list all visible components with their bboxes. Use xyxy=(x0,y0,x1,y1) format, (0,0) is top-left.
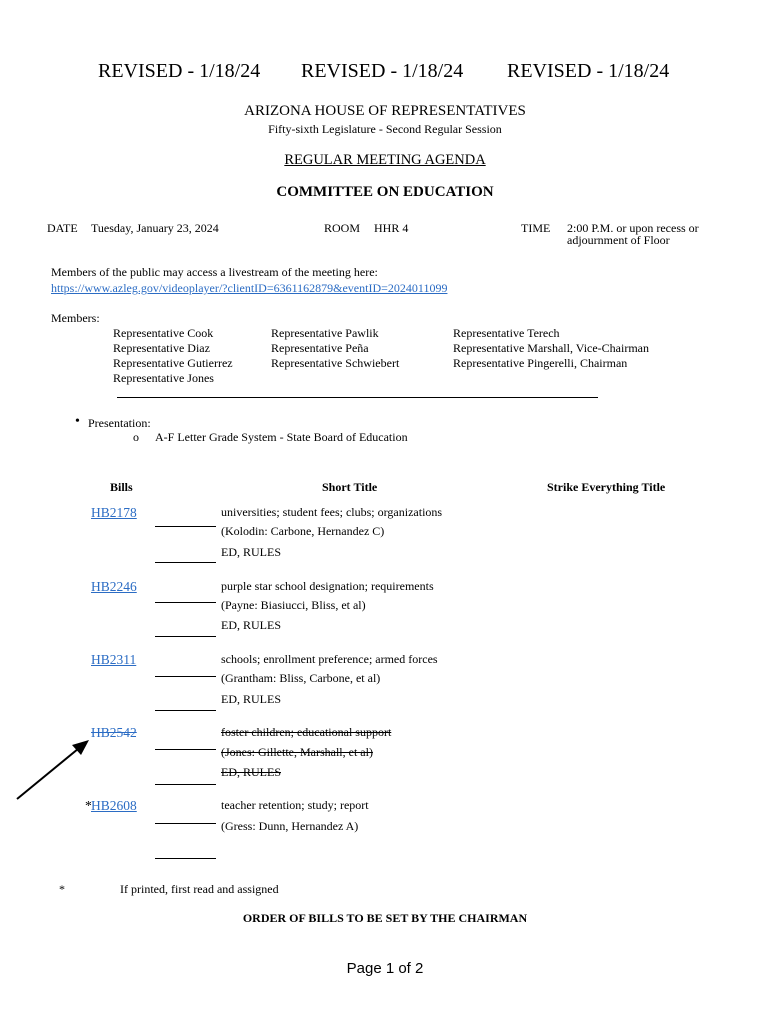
member: Representative Diaz xyxy=(113,341,210,355)
short-title-header: Short Title xyxy=(322,480,378,494)
bill-link-hb2311[interactable]: HB2311 xyxy=(91,652,137,667)
bill-link-hb2542[interactable]: HB2542 xyxy=(91,725,137,740)
revised-stamp-1: REVISED - 1/18/24 xyxy=(98,60,261,82)
bullet-icon: • xyxy=(75,414,80,429)
revised-stamp-3: REVISED - 1/18/24 xyxy=(507,60,670,82)
signature-line xyxy=(155,676,216,677)
bill-link-hb2608[interactable]: HB2608 xyxy=(91,798,137,813)
member: Representative Jones xyxy=(113,371,214,385)
time-value-line1: 2:00 P.M. or upon recess or xyxy=(567,221,699,235)
signature-line xyxy=(155,858,216,859)
signature-line xyxy=(155,710,216,711)
member: Representative Marshall, Vice-Chairman xyxy=(453,341,649,355)
revised-stamp-2: REVISED - 1/18/24 xyxy=(301,60,464,82)
livestream-link[interactable]: https://www.azleg.gov/videoplayer/?clientID=6361162879&eventID=2024011099 xyxy=(51,281,448,295)
footnote-symbol: * xyxy=(59,882,65,896)
bill-title: schools; enrollment preference; armed forces xyxy=(221,652,438,666)
bill-title: foster children; educational support xyxy=(221,725,392,739)
date-value: Tuesday, January 23, 2024 xyxy=(91,221,219,235)
bill-title: teacher retention; study; report xyxy=(221,798,369,812)
bill-committees: ED, RULES xyxy=(221,765,281,779)
member: Representative Cook xyxy=(113,326,214,340)
asterisk-marker: * xyxy=(85,798,92,813)
livestream-text: Members of the public may access a livestream of the meeting here: xyxy=(51,265,378,279)
signature-line xyxy=(155,636,216,637)
house-title: ARIZONA HOUSE OF REPRESENTATIVES xyxy=(244,103,526,119)
presentation-item: A-F Letter Grade System - State Board of Education xyxy=(155,430,408,444)
order-note: ORDER OF BILLS TO BE SET BY THE CHAIRMAN xyxy=(242,911,528,925)
signature-line xyxy=(155,823,216,824)
bill-sponsors: (Gress: Dunn, Hernandez A) xyxy=(221,819,359,833)
bill-sponsors: (Grantham: Bliss, Carbone, et al) xyxy=(221,671,381,685)
bills-header: Bills xyxy=(110,480,133,494)
date-label: DATE xyxy=(47,221,78,235)
signature-line xyxy=(155,526,216,527)
time-label: TIME xyxy=(521,221,551,235)
committee-title: COMMITTEE ON EDUCATION xyxy=(276,184,494,200)
members-label: Members: xyxy=(51,311,100,325)
member: Representative Pawlik xyxy=(271,326,379,340)
bill-committees: ED, RULES xyxy=(221,692,281,706)
member: Representative Gutierrez xyxy=(113,356,233,370)
signature-line xyxy=(155,784,216,785)
arrow-annotation-icon xyxy=(0,730,100,810)
agenda-title: REGULAR MEETING AGENDA xyxy=(284,152,486,168)
bill-title: purple star school designation; requirements xyxy=(221,579,434,593)
footnote-text: If printed, first read and assigned xyxy=(120,882,279,896)
presentation-label: Presentation: xyxy=(88,416,151,430)
bill-sponsors: (Jones: Gillette, Marshall, et al) xyxy=(221,745,373,759)
bill-sponsors: (Payne: Biasiucci, Bliss, et al) xyxy=(221,598,366,612)
page-number: Page 1 of 2 xyxy=(346,960,424,977)
session-title: Fifty-sixth Legislature - Second Regular Session xyxy=(268,122,502,136)
bill-sponsors: (Kolodin: Carbone, Hernandez C) xyxy=(221,524,385,538)
member: Representative Pingerelli, Chairman xyxy=(453,356,628,370)
sub-bullet-icon: o xyxy=(133,430,139,444)
bill-title: universities; student fees; clubs; organizations xyxy=(221,505,443,519)
room-value: HHR 4 xyxy=(374,221,409,235)
bill-committees: ED, RULES xyxy=(221,618,281,632)
strike-everything-header: Strike Everything Title xyxy=(547,480,666,494)
bill-link-hb2246[interactable]: HB2246 xyxy=(91,579,137,594)
signature-line xyxy=(155,562,216,563)
signature-line xyxy=(155,749,216,750)
bill-committees: ED, RULES xyxy=(221,545,281,559)
signature-line xyxy=(155,602,216,603)
time-value-line2: adjournment of Floor xyxy=(567,233,670,247)
room-label: ROOM xyxy=(324,221,361,235)
separator-line xyxy=(117,397,598,398)
member: Representative Schwiebert xyxy=(271,356,400,370)
member: Representative Terech xyxy=(453,326,560,340)
member: Representative Peña xyxy=(271,341,369,355)
bill-link-hb2178[interactable]: HB2178 xyxy=(91,505,137,520)
